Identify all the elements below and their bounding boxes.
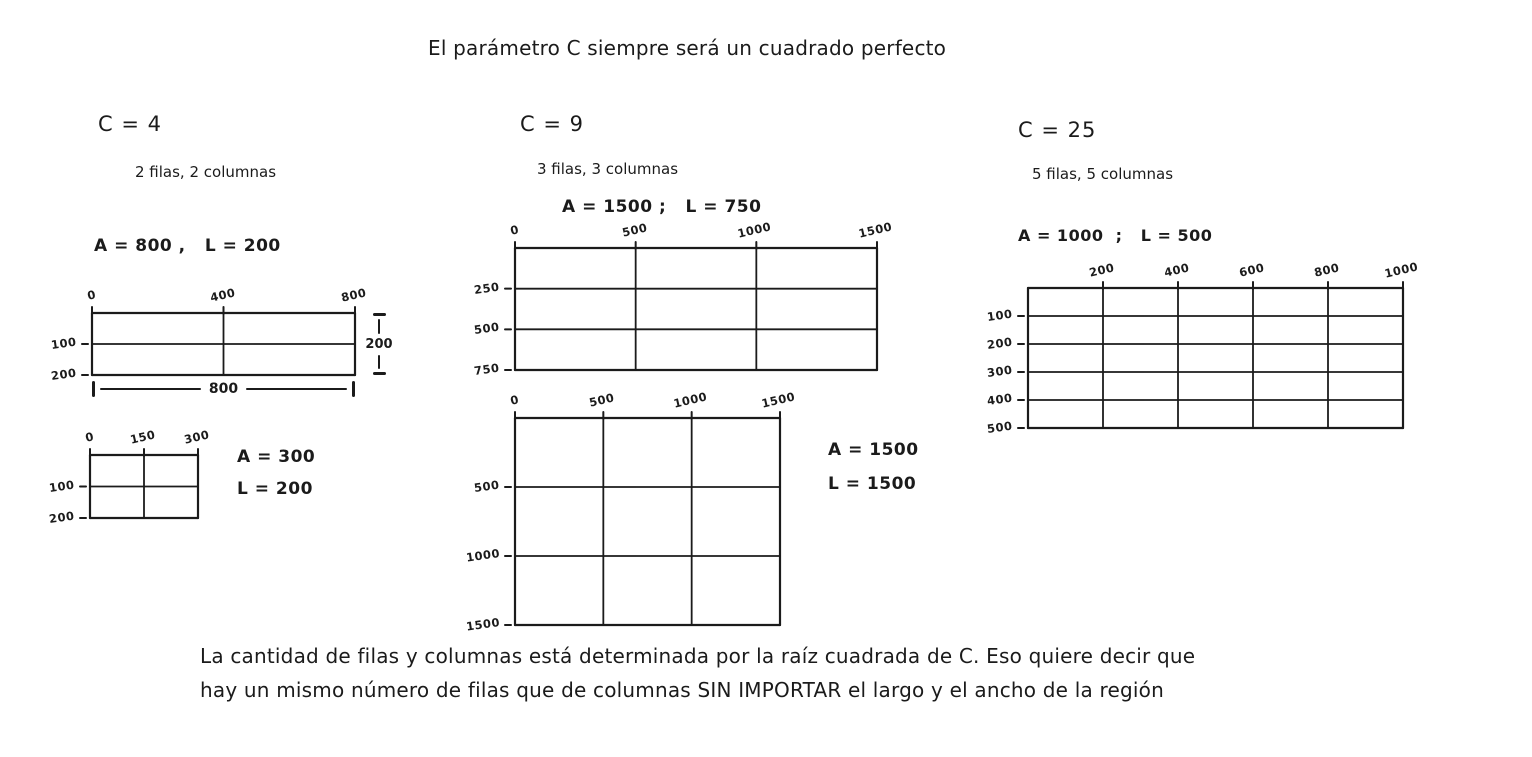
x-tick-label: 150: [128, 427, 157, 447]
c4-formula: A = 800 , L = 200: [94, 236, 281, 256]
c25-subheading: 5 filas, 5 columnas: [1032, 165, 1174, 183]
y-tick-label: 250: [473, 279, 501, 297]
dimension-endcap: [352, 381, 355, 397]
footer-line-2: hay un mismo número de filas que de columnas SIN IMPORTAR el largo y el ancho de la región: [200, 678, 1164, 702]
y-tick-label: 100: [986, 306, 1014, 325]
y-tick-label: 500: [986, 418, 1014, 437]
dimension-endcap: [92, 381, 95, 397]
x-tick-label: 1000: [1383, 259, 1420, 281]
y-tick-label: 400: [986, 390, 1014, 409]
c4-result-l: L = 200: [237, 479, 313, 499]
x-tick-label: 0: [508, 222, 521, 238]
c9-result-a: A = 1500: [828, 440, 919, 460]
c9-formula: A = 1500 ; L = 750: [562, 197, 762, 217]
dimension-line: [378, 319, 381, 334]
x-tick-label: 1500: [760, 389, 797, 411]
y-tick-label: 100: [48, 477, 76, 495]
x-tick-label: 400: [1162, 260, 1191, 280]
x-tick-label: 1500: [857, 219, 894, 241]
c25-heading: C = 25: [1018, 118, 1097, 142]
c25-main-grid: [986, 259, 1420, 437]
c9-result-l: L = 1500: [828, 474, 917, 494]
dimension-endcap: [373, 372, 386, 375]
grid-lines: [90, 455, 198, 518]
c4-small-grid: [48, 427, 211, 527]
x-tick-label: 0: [83, 429, 96, 445]
dimension-line: [378, 355, 381, 370]
y-tick-label: 200: [50, 365, 78, 384]
width-dimension-label: 800: [208, 381, 239, 397]
x-tick-label: 0: [508, 392, 521, 408]
dimension-endcap: [373, 313, 386, 316]
c4-main-grid: [50, 285, 368, 384]
y-tick-label: 300: [986, 362, 1014, 381]
x-tick-label: 400: [208, 285, 237, 305]
y-tick-label: 500: [473, 477, 501, 495]
c4-subheading: 2 filas, 2 columnas: [135, 163, 277, 181]
c9-heading: C = 9: [520, 112, 584, 136]
x-tick-label: 800: [1312, 260, 1341, 280]
dimension-line: [246, 388, 347, 391]
c9-wide-grid: [473, 219, 894, 379]
y-tick-label: 200: [48, 508, 76, 527]
dimension-line: [100, 388, 201, 391]
x-tick-label: 200: [1087, 260, 1116, 280]
x-tick-label: 500: [588, 390, 617, 410]
x-tick-label: 300: [182, 427, 211, 447]
y-tick-label: 200: [986, 334, 1014, 353]
c9-square-grid: [465, 389, 797, 634]
grid-lines: [92, 313, 355, 375]
c4-width-dimension: [92, 380, 355, 398]
x-tick-label: 0: [85, 287, 98, 303]
x-tick-label: 1000: [671, 389, 709, 411]
x-tick-label: 500: [620, 220, 649, 240]
y-tick-label: 1500: [465, 615, 501, 634]
y-tick-label: 100: [50, 334, 78, 353]
page-title: El parámetro C siempre será un cuadrado perfecto: [428, 36, 947, 60]
y-tick-label: 1000: [465, 545, 501, 565]
c4-height-dimension: [364, 313, 394, 375]
x-tick-label: 600: [1237, 260, 1266, 280]
x-tick-label: 800: [339, 285, 368, 305]
c4-heading: C = 4: [98, 112, 162, 136]
y-tick-label: 750: [473, 360, 501, 379]
c9-subheading: 3 filas, 3 columnas: [537, 160, 679, 178]
footer-line-1: La cantidad de filas y columnas está determinada por la raíz cuadrada de C. Eso quiere decir que: [200, 644, 1196, 668]
grid-lines: [515, 418, 780, 625]
grid-lines: [515, 248, 877, 370]
c25-formula: A = 1000 ; L = 500: [1018, 226, 1213, 245]
y-tick-label: 500: [473, 319, 501, 338]
c4-result-a: A = 300: [237, 447, 316, 467]
grid-lines: [1028, 288, 1403, 428]
x-tick-label: 1000: [736, 219, 773, 241]
height-dimension-label: 200: [365, 336, 393, 352]
